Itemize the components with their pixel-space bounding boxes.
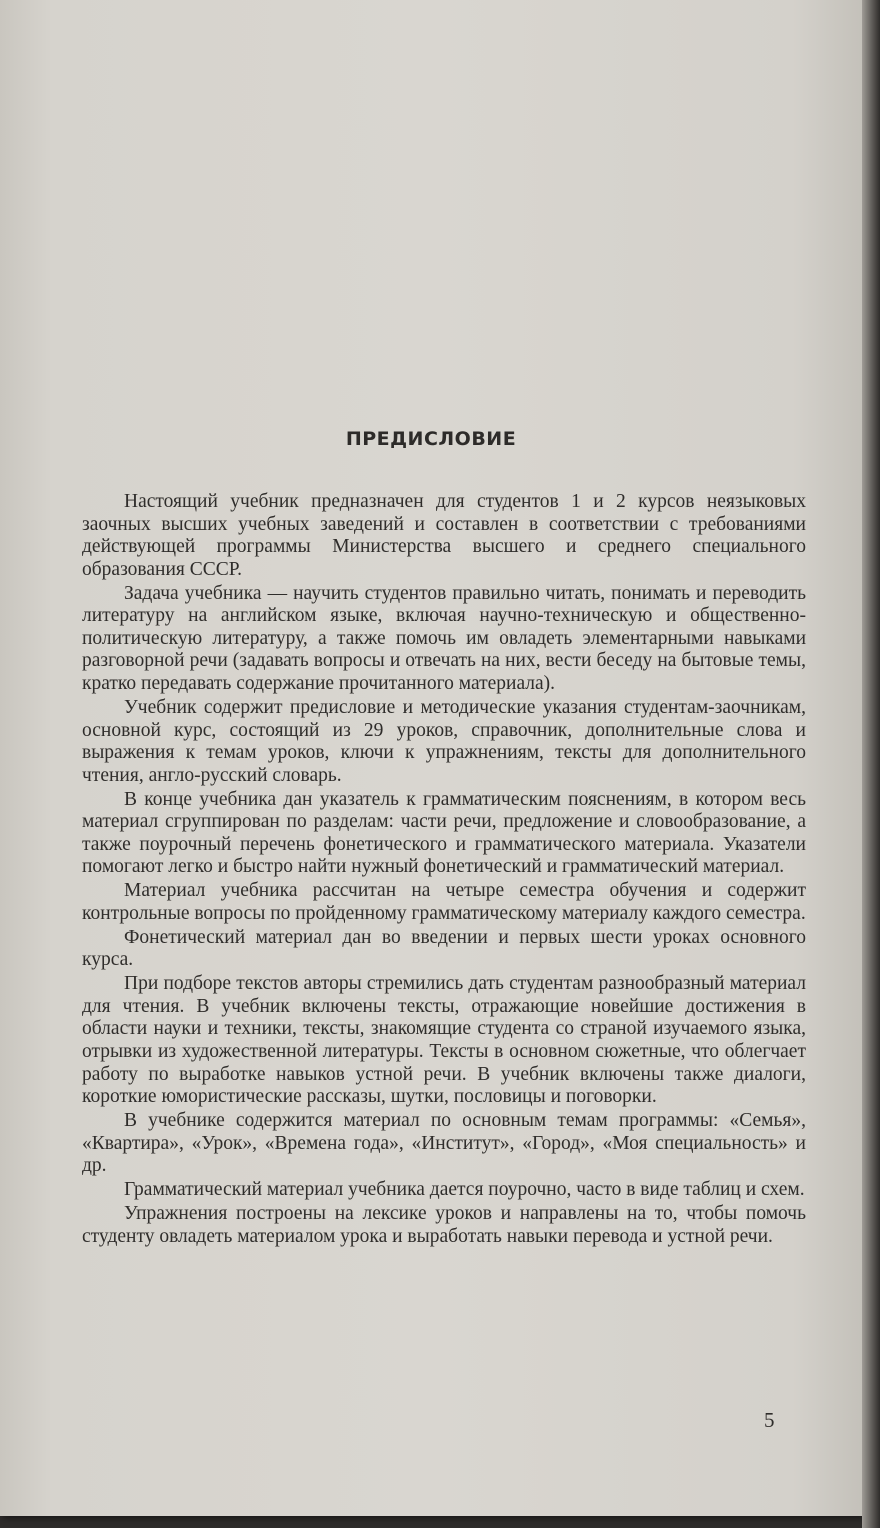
page-number: 5 — [764, 1408, 775, 1432]
page-title: ПРЕДИСЛОВИЕ — [345, 428, 517, 450]
paragraph-7: При подборе текстов авторы стремились дать студентам разнообразный материал для чтения. В учебник включены тексты, отражающие новейшие достижения в области науки и техники, тексты, знакомящие студента со страной изучаемого языка, отрывки из художественной литературы. Тексты в основном сюжетные, что облегчает работу по выработке навыков устной речи. В учебник включены также диалоги, короткие юмористические рассказы, шутки, пословицы и поговорки. — [82, 973, 806, 1108]
paragraph-5: Материал учебника рассчитан на четыре семестра обучения и содержит контрольные вопросы по пройденному грамматическому материалу каждого семестра. — [82, 880, 806, 924]
paragraph-6: Фонетический материал дан во введении и первых шести уроках основного курса. — [82, 926, 806, 971]
paragraph-9: Грамматический материал учебника дается поурочно, часто в виде таблиц и схем. — [124, 1179, 805, 1201]
paragraph-2: Задача учебника — научить студентов правильно читать, понимать и переводить литературу на английском языке, включая научно-техническую и общественно-политическую литературу, а также помочь им овладеть элементарными навыками разговорной речи (задавать вопросы и отвечать на них, вести беседу на бытовые темы, кратко передавать содержание прочитанного материала). — [82, 582, 806, 695]
paragraph-3: Учебник содержит предисловие и методические указания студентам-заочникам, основной курс, состоящий из 29 уроков, справочник, дополнительные слова и выражения к темам уроков, ключи к упражнениям, тексты для дополнительного чтения, англо-русский словарь. — [82, 696, 806, 786]
paragraph-8: В учебнике содержится материал по основным темам программы: «Семья», «Квартира», «Урок», «Времена года», «Институт», «Город», «Моя специальность» и др. — [82, 1110, 806, 1177]
paragraph-4: В конце учебника дан указатель к грамматическим пояснениям, в котором весь материал сгруппирован по разделам: части речи, предложение и словообразование, а также поурочный перечень фонетического и грамматического материала. Указатели помогают легко и быстро найти нужный фонетический и грамматический материал. — [82, 788, 806, 878]
page-edge-shadow — [862, 0, 880, 1528]
paragraph-1: Настоящий учебник предназначен для студентов 1 и 2 курсов неязыковых заочных высших учебных заведений и составлен в соответствии с требованиями действующей программы Министерства высшего и среднего специального образования СССР. — [82, 491, 806, 580]
paragraph-10: Упражнения построены на лексике уроков и направлены на то, чтобы помочь студенту овладеть материалом урока и выработать навыки перевода и устной речи. — [82, 1203, 806, 1247]
preface-text — [82, 491, 806, 1250]
